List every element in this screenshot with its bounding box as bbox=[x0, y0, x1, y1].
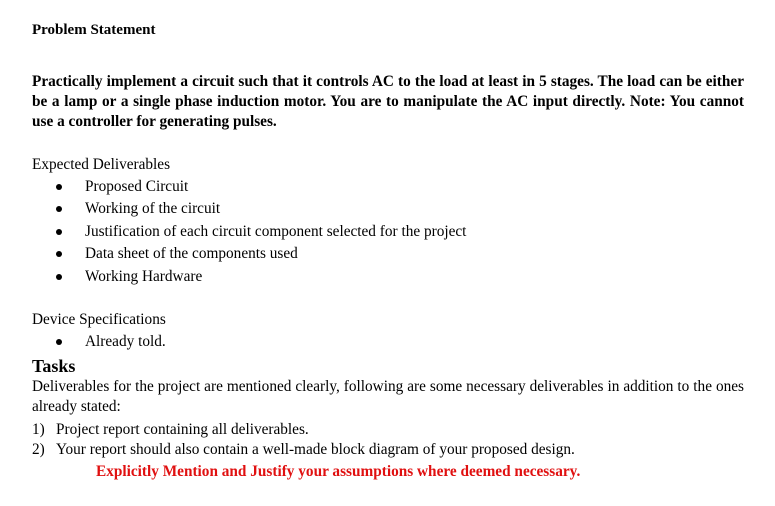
list-item-text: Justification of each circuit component selected for the project bbox=[85, 222, 467, 240]
problem-statement-heading: Problem Statement bbox=[32, 22, 156, 38]
list-item bbox=[56, 243, 466, 265]
bullet-icon bbox=[56, 184, 62, 190]
list-item-number: 2) bbox=[32, 441, 45, 458]
expected-deliverables-label: Expected Deliverables bbox=[32, 156, 171, 173]
list-item bbox=[56, 266, 466, 288]
bullet-icon bbox=[56, 251, 62, 257]
list-item bbox=[56, 331, 166, 353]
list-item-text: Proposed Circuit bbox=[85, 178, 189, 195]
list-item bbox=[56, 176, 466, 198]
bullet-icon bbox=[56, 229, 62, 235]
device-specifications-list bbox=[56, 331, 166, 353]
tasks-list bbox=[32, 420, 575, 460]
problem-statement-text: Practically implement a circuit such that it controls AC to the load at least in 5 stages. The load can be either be a lamp or a single phase induction motor. You are to manipulate the AC input directly. Note: You cannot use a controller for generating pulses. bbox=[32, 73, 744, 130]
list-item-text: Working of the circuit bbox=[85, 200, 221, 218]
bullet-icon bbox=[56, 339, 62, 345]
device-specifications-label: Device Specifications bbox=[32, 311, 166, 328]
expected-deliverables-list bbox=[56, 176, 466, 288]
list-item-number: 1) bbox=[32, 421, 45, 438]
list-item-text: Project report containing all deliverables. bbox=[56, 421, 309, 438]
tasks-intro: Deliverables for the project are mentioned clearly, following are some necessary deliverables in addition to the ones already stated: bbox=[32, 378, 744, 415]
document-page bbox=[32, 20, 744, 480]
bullet-icon bbox=[56, 274, 62, 280]
tasks-heading: Tasks bbox=[32, 356, 76, 376]
assumptions-note: Explicitly Mention and Justify your assumptions where deemed necessary. bbox=[96, 463, 581, 480]
list-item bbox=[32, 420, 575, 440]
list-item-text: Already told. bbox=[85, 333, 166, 350]
list-item bbox=[56, 198, 466, 220]
list-item-text: Your report should also contain a well-made block diagram of your proposed design. bbox=[56, 441, 575, 458]
list-item bbox=[32, 440, 575, 460]
list-item bbox=[56, 221, 466, 243]
list-item-text: Data sheet of the components used bbox=[85, 245, 298, 263]
bullet-icon bbox=[56, 206, 62, 212]
list-item-text: Working Hardware bbox=[85, 267, 203, 285]
